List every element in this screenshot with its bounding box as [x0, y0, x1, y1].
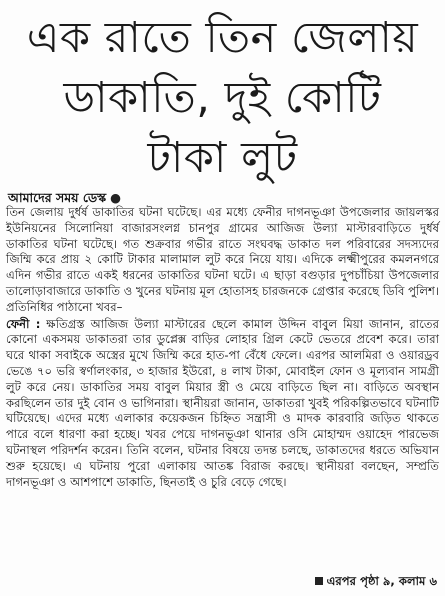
- square-bullet-icon: [315, 577, 323, 585]
- byline-text: আমাদের সময় ডেস্ক: [8, 190, 107, 205]
- headline-line: ডাকাতি, দুই কোটি: [63, 73, 382, 123]
- headline-line: এক রাতে তিন জেলায়: [26, 13, 419, 63]
- byline: [8, 190, 121, 206]
- dateline-place: ফেনী :: [6, 316, 41, 331]
- body-paragraph: [6, 317, 439, 491]
- article-body: [6, 205, 439, 490]
- continuation-note: [315, 574, 437, 589]
- bullet-icon: ●: [110, 190, 122, 205]
- headline-line: টাকা লুট: [147, 133, 298, 183]
- headline: [0, 0, 445, 188]
- paragraph-text: ক্ষতিগ্রস্ত আজিজ উল্যা মাস্টারের ছেলে কামাল উদ্দিন বাবুল মিয়া জানান, রাতের কোনো একসময় ডাকাতরা তার ডুপ্লেক্স বাড়ির লোহার গ্রিল কেটে ভেতরে প্রবেশ করে। তারা ঘরে থাকা সবাইকে অস্ত্রের মুখে জিম্মি করে হাত-পা বেঁধে ফেলে। এরপর আলমিরা ও ওয়ারড্রব ভেঙে ৭০ ভরি স্বর্ণালংকার, ৩ হাজার ইউরো, ৪ লাখ টাকা, মোবাইল ফোন ও মূল্যবান সামগ্রী লুট করে নেয়। ডাকাতির সময় বাবুল মিয়ার স্ত্রী ও মেয়ে বাড়িতে ছিল না। বাড়িতে অবস্থান করছিলেন তার দুই বোন ও ভাগিনারা। স্থানীয়রা জানান, ডাকাতরা খুবই পরিকল্পিতভাবে ঘটনাটি ঘটিয়েছে। এদের মধ্যে এলাকার কয়েকজন চিহ্নিত সন্ত্রাসী ও মাদক কারবারি জড়িত থাকতে পারে বলে ধারণা করা হচ্ছে। খবর পেয়ে দাগনভূঞা থানার ওসি মোহাম্মদ ওয়াহেদ পারভেজ ঘটনাস্থল পরিদর্শন করেন। তিনি বলেন, ঘটনার বিষয়ে তদন্ত চলছে, ডাকাতদের ধরতে অভিযান শুরু হয়েছে। এ ঘটনায় পুরো এলাকায় আতঙ্ক বিরাজ করছে। স্থানীয়রা বলছেন, সম্প্রতি দাগনভূঞা ও আশপাশে ডাকাতি, ছিনতাই ও চুরি বেড়ে গেছে।: [6, 316, 440, 489]
- body-paragraph: তিন জেলায় দুর্ধর্ষ ডাকাতির ঘটনা ঘটেছে। এর মধ্যে ফেনীর দাগনভূঞা উপজেলার জায়লস্কর ইউনিয়নের সিলোনিয়া বাজারসংলগ্ন চানপুর গ্রামের আজিজ উল্যা মাস্টারবাড়িতে দুর্ধর্ষ ডাকাতির ঘটনা ঘটেছে। গত শুক্রবার গভীর রাতে সংঘবদ্ধ ডাকাত দল পরিবারের সদস্যদের জিম্মি করে প্রায় ২ কোটি টাকার মালামাল লুট করে নিয়ে যায়। এদিকে লক্ষ্মীপুরের কমলনগরে এদিন গভীর রাতে একই ধরনের ডাকাতির ঘটনা ঘটে। এ ছাড়া বগুড়ার দুপচাঁচিয়া উপজেলার তালোড়াবাজারে ডাকাতি ও খুনের ঘটনায় মূল হোতাসহ চারজনকে গ্রেপ্তার করেছে ডিবি পুলিশ। প্রতিনিধির পাঠানো খবর–: [6, 205, 439, 314]
- continuation-text: এরপর পৃষ্ঠা ৯, কলাম ৬: [326, 574, 437, 588]
